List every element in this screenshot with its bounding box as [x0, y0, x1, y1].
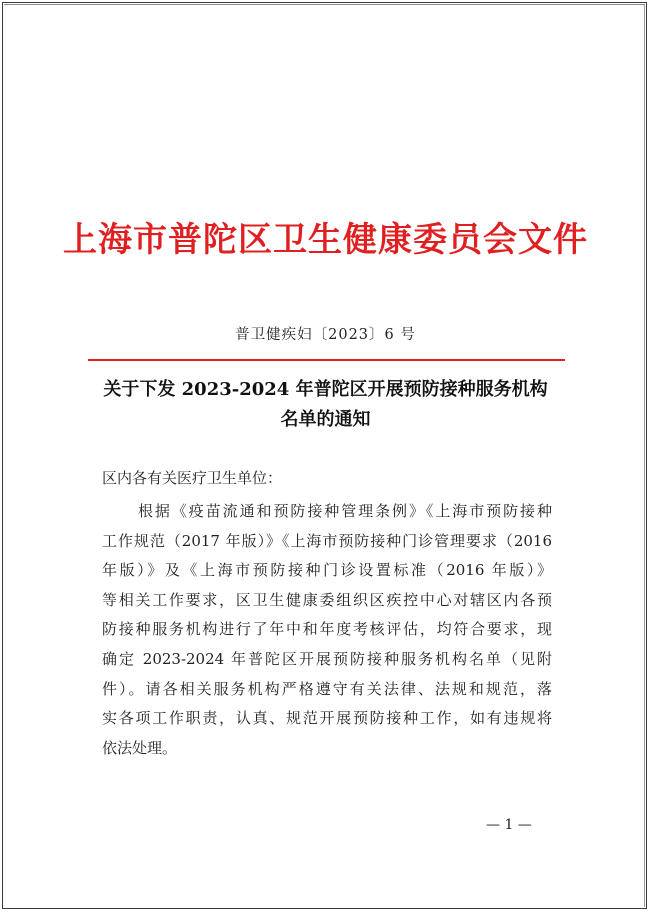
salutation: 区内各有关医疗卫生单位：: [102, 469, 283, 487]
agency-header-title: 上海市普陀区卫生健康委员会文件: [63, 220, 588, 260]
body-line: 年版）》及《上海市预防接种门诊设置标准（2016 年版）》: [102, 561, 552, 580]
body-line: 依法处理。: [102, 738, 178, 757]
body-line: 防接种服务机构进行了年中和年度考核评估，均符合要求，现: [102, 620, 552, 639]
page-border: [2, 2, 647, 909]
body-line: 确定 2023-2024 年普陀区开展预防接种服务机构名单（见附: [102, 649, 552, 668]
body-paragraph: [102, 497, 552, 763]
body-line: 件）。请各相关服务机构严格遵守有关法律、法规和规范，落: [102, 679, 552, 698]
body-line: 等相关工作要求，区卫生健康委组织区疾控中心对辖区内各预: [102, 590, 552, 609]
document-number: 普卫健疾妇〔2023〕6 号: [235, 327, 416, 343]
notice-title: [0, 375, 651, 435]
notice-title-line-1: 关于下发 2023-2024 年普陀区开展预防接种服务机构: [103, 379, 548, 400]
body-line: 工作规范（2017 年版）》《上海市预防接种门诊管理要求（2016: [102, 531, 552, 550]
body-line: 根据《疫苗流通和预防接种管理条例》《上海市预防接种: [138, 502, 552, 520]
page-number: — 1 —: [486, 817, 532, 833]
red-separator-line: [88, 359, 565, 361]
body-line: 实各项工作职责，认真、规范开展预防接种工作，如有违规将: [102, 709, 552, 728]
notice-title-line-2: 名单的通知: [280, 409, 371, 430]
